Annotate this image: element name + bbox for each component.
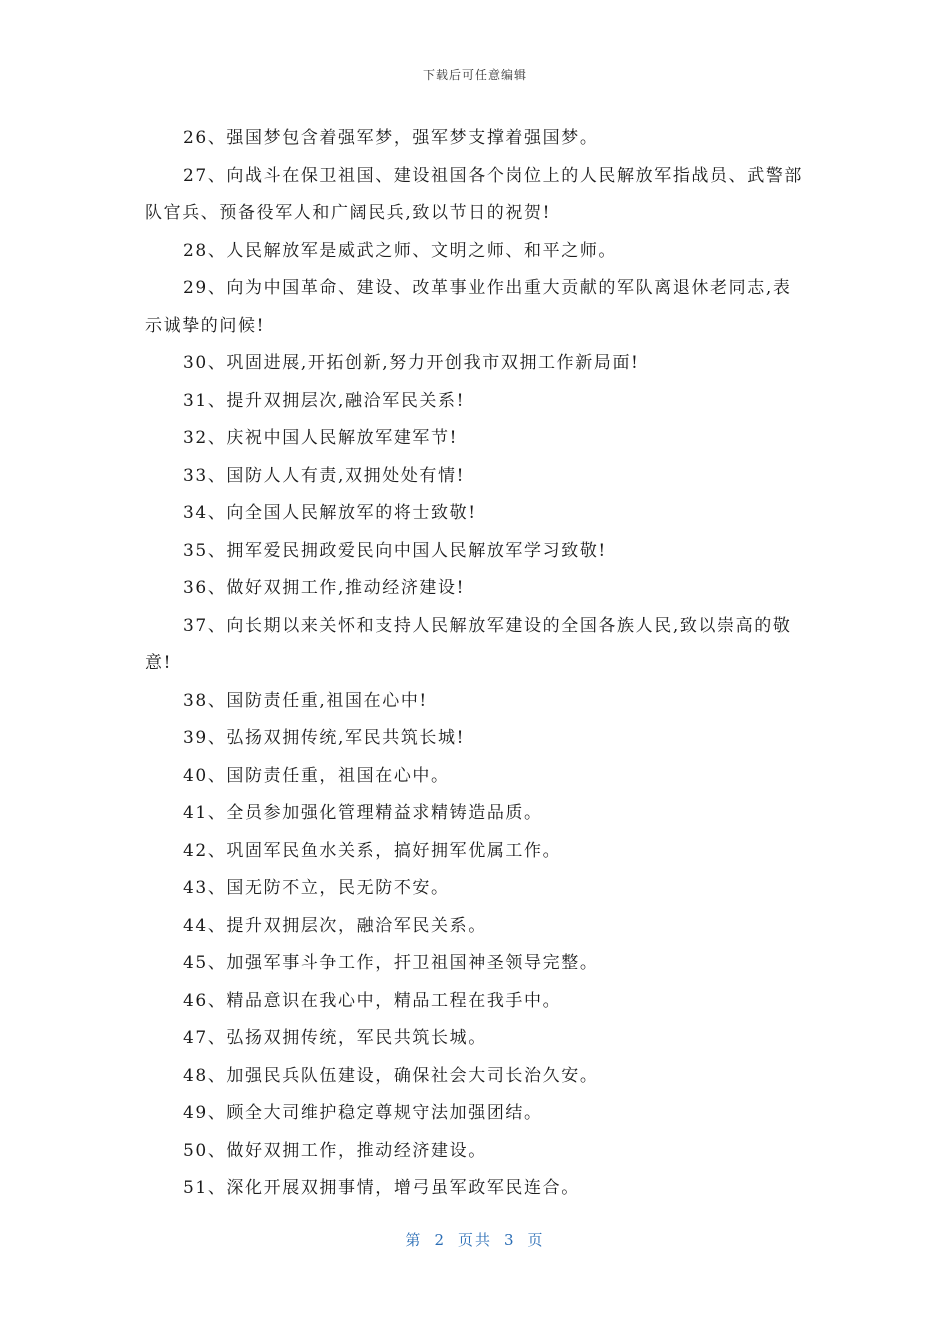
- list-item: 35、拥军爱民拥政爱民向中国人民解放军学习致敬!: [183, 540, 607, 561]
- list-item: 30、巩固进展,开拓创新,努力开创我市双拥工作新局面!: [183, 353, 640, 373]
- page-footer: [0, 1229, 950, 1250]
- list-item: 46、精品意识在我心中，精品工程在我手中。: [183, 990, 562, 1011]
- list-item: 50、做好双拥工作，推动经济建设。: [183, 1140, 487, 1161]
- current-page-number: 2: [434, 1231, 446, 1249]
- list-item: 42、巩固军民鱼水关系，搞好拥军优属工作。: [183, 840, 562, 861]
- end-label: 页: [527, 1231, 545, 1249]
- list-item: 43、国无防不立，民无防不安。: [183, 878, 450, 898]
- page-header: 下载后可任意编辑: [422, 68, 527, 82]
- list-item: 37、向长期以来关怀和支持人民解放军建设的全国各族人民,致以崇高的敬意!: [145, 615, 792, 673]
- document-body: [145, 120, 810, 1208]
- list-item: 47、弘扬双拥传统，军民共筑长城。: [183, 1028, 487, 1048]
- list-item: 51、深化开展双拥事情，增弓虽军政军民连合。: [183, 1178, 580, 1198]
- list-item: 31、提升双拥层次,融洽军民关系!: [183, 390, 466, 411]
- list-item: 39、弘扬双拥传统,军民共筑长城!: [183, 728, 466, 748]
- list-item: 45、加强军事斗争工作，扞卫祖国神圣领导完整。: [183, 953, 599, 973]
- list-item: 33、国防人人有责,双拥处处有情!: [183, 465, 466, 486]
- list-item: 26、强国梦包含着强军梦，强军梦支撑着强国梦。: [183, 128, 599, 148]
- list-item: 49、顾全大司维护稳定尊规守法加强团结。: [183, 1103, 543, 1123]
- list-item: 41、全员参加强化管理精益求精铸造品质。: [183, 803, 543, 823]
- list-item: 28、人民解放军是威武之师、文明之师、和平之师。: [183, 240, 618, 261]
- list-item: 32、庆祝中国人民解放军建军节!: [183, 428, 459, 448]
- list-item: 40、国防责任重，祖国在心中。: [183, 765, 450, 786]
- total-pages-number: 3: [504, 1231, 516, 1249]
- list-item: 44、提升双拥层次，融洽军民关系。: [183, 915, 487, 936]
- list-item: 29、向为中国革命、建设、改革事业作出重大贡献的军队离退休老同志,表示诚挚的问候!: [145, 278, 792, 336]
- list-item: 36、做好双拥工作,推动经济建设!: [183, 578, 466, 598]
- total-label: 页共: [457, 1231, 492, 1249]
- list-item: 27、向战斗在保卫祖国、建设祖国各个岗位上的人民解放军指战员、武警部队官兵、预备役军人和广阔民兵,致以节日的祝贺!: [145, 165, 804, 223]
- list-item: 34、向全国人民解放军的将士致敬!: [183, 503, 477, 523]
- list-item: 48、加强民兵队伍建设，确保社会大司长治久安。: [183, 1065, 599, 1086]
- page-label: 第: [405, 1231, 423, 1249]
- list-item: 38、国防责任重,祖国在心中!: [183, 690, 428, 711]
